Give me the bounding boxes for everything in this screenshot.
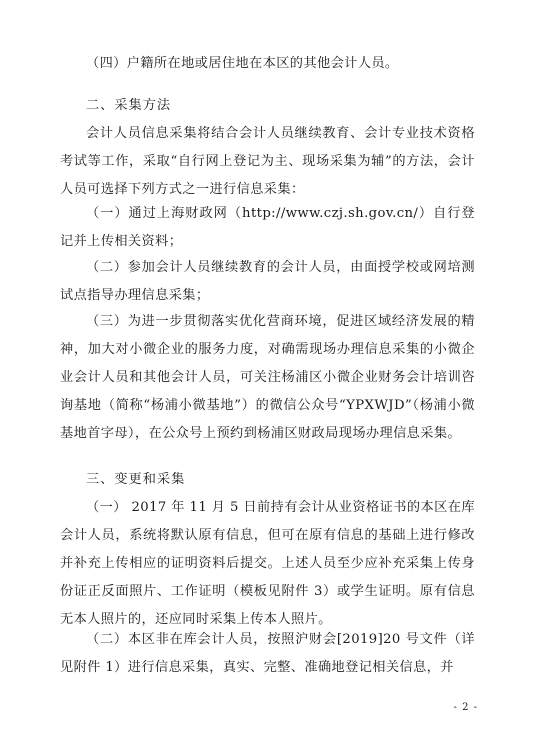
- paragraph-method-training: （二）参加会计人员继续教育的会计人员，由面授学校或网培测试点指导办理信息采集；: [60, 260, 475, 303]
- paragraph-method-online: （一）通过上海财政网（http://www.czj.sh.gov.cn/）自行登记并上传相关资料；: [60, 206, 475, 249]
- section-heading-change-and-collection: 三、变更和采集: [86, 472, 186, 487]
- paragraph-collection-intro: 会计人员信息采集将结合会计人员继续教育、会计专业技术资格考试等工作，采取“自行网上登记为主、现场采集为辅”的方法，会计人员可选择下列方式之一进行信息采集：: [60, 126, 475, 197]
- paragraph-item-four-household: （四）户籍所在地或居住地在本区的其他会计人员。: [86, 56, 399, 71]
- section-heading-collection-method: 二、采集方法: [86, 98, 172, 113]
- page-number: - 2 -: [453, 702, 478, 713]
- paragraph-new-accountants: （二）本区非在库会计人员，按照沪财会[2019]20 号文件（详见附件 1）进行信息采集，真实、完整、准确地登记相关信息，并: [60, 632, 475, 675]
- paragraph-method-onsite: （三）为进一步贯彻落实优化营商环境，促进区域经济发展的精神，加大对小微企业的服务力度，对确需现场办理信息采集的小微企业会计人员和其他会计人员，可关注杨浦区小微企业财务会计培训咨询基地（简称“杨浦小微基地”）的微信公众号“YPXWJD”（杨浦小微基地首字母），在公众号上预约到杨浦区财政局现场办理信息采集。: [60, 314, 475, 441]
- paragraph-existing-accountants: （一） 2017 年 11 月 5 日前持有会计从业资格证书的本区在库会计人员，系统将默认原有信息，但可在原有信息的基础上进行修改并补充上传相应的证明资料后提交。上述人员至少应补充采集上传身份证正反面照片、工作证明（模板见附件 3）或学生证明。原有信息无本人照片的，还应同时采集上传本人照片。: [60, 500, 475, 627]
